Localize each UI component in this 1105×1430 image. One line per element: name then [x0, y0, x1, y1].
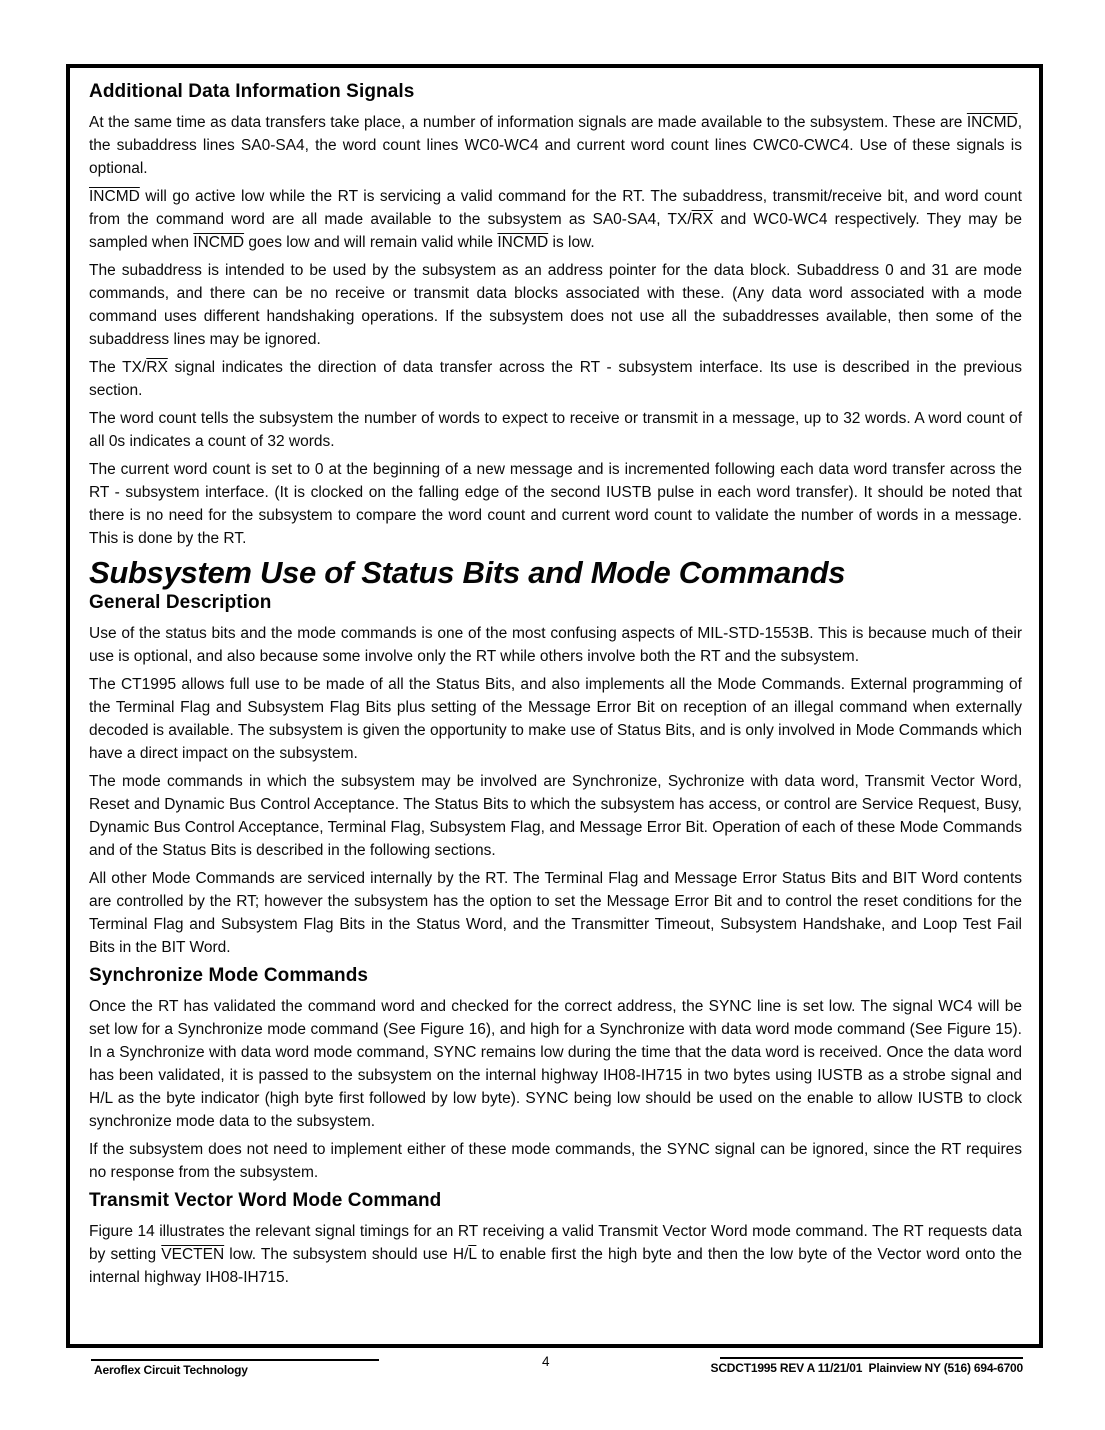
paragraph-incmd-behavior: INCMD will go active low while the RT is servicing a valid command for the RT. The subaddress, transmit/receive bit, and word count from the command word are all made available to the subsystem as SA0-SA4, $TX/\overline{RX}$ and WC0-WC4 respectively. They may be sampled when INCMD goes low and will remain valid while INCMD is low. [89, 188, 1022, 251]
section-heading-transmit-vector-word: Transmit Vector Word Mode Command [89, 1190, 442, 1211]
paragraph-other-mode-commands: All other Mode Commands are serviced internally by the RT. The Terminal Flag and Message Error Status Bits and BIT Word contents are controlled by the RT; however the subsystem has the option to set the Message Error Bit and to control the reset conditions for the Terminal Flag and Subsystem Flag Bits in the Status Word, and the Transmitter Timeout, Subsystem Handshake, and Loop Test Fail Bits in the BIT Word. [89, 870, 1022, 956]
footer-left-rule [91, 1359, 379, 1361]
footer-right-rule [720, 1357, 1023, 1359]
rx-signal: $\overline{RX}$ [691, 211, 714, 228]
paragraph-word-count: The word count tells the subsystem the number of words to expect to receive or transmit in a message, up to 32 words. A word count of all 0s indicates a count of 32 words. [89, 410, 1022, 450]
paragraph-synchronize-detail: Once the RT has validated the command word and checked for the correct address, the SYNC line is set low. The signal WC4 will be set low for a Synchronize mode command (See Figure 16), and high for a Synchronize with data word mode command (See Figure 15). In a Synchronize with data word mode command, SYNC remains low during the time that the data word is received. Once the data word has been validated, it is passed to the subsystem on the internal highway IH08-IH715 in two bytes using IUSTB as a strobe signal and H/L as the byte indicator (high byte first followed by low byte). SYNC being low should be used on the enable to allow IUSTB to clock synchronize mode data to the subsystem. [89, 998, 1022, 1130]
footer-company: Aeroflex Circuit Technology [94, 1363, 248, 1377]
paragraph-subaddress-pointer: The subaddress is intended to be used by the subsystem as an address pointer for the data block. Subaddress 0 and 31 are mode commands, and there can be no receive or transmit data blocks associated with these. (Any data word associated with a mode command uses different handshaking operations. If the subsystem does not use all the subaddresses available, then some of the subaddress lines may be ignored. [89, 262, 1022, 348]
paragraph-info-signals-overview: At the same time as data transfers take place, a number of information signals are made available to the subsystem. These are INCMD, the subaddress lines SA0-SA4, the word count lines WC0-WC4 and current word count lines CWC0-CWC4. Use of these signals is optional. [89, 114, 1022, 177]
vecten-signal: VECTEN [161, 1246, 225, 1263]
section-heading-additional-data-information-signals: Additional Data Information Signals [89, 81, 415, 102]
paragraph-current-word-count: The current word count is set to 0 at the beginning of a new message and is incremented following each data word transfer across the RT - subsystem interface. (It is clocked on the falling edge of the second IUSTB pulse in each word transfer). It should be noted that there is no need for the subsystem to compare the word count and current word count to validate the number of words in a message. This is done by the RT. [89, 461, 1022, 547]
paragraph-txrx-direction: The $TX/\overline{RX}$ signal indicates the direction of data transfer across the RT - subsystem interface. Its use is described in the previous section. [89, 359, 1022, 399]
doc-title-subsystem-use-of-status-bits: Subsystem Use of Status Bits and Mode Commands [89, 555, 846, 590]
paragraph-mode-commands-involved: The mode commands in which the subsystem may be involved are Synchronize, Sychronize with data word, Transmit Vector Word, Reset and Dynamic Bus Control Acceptance. The Status Bits to which the subsystem has access, or control are Service Request, Busy, Dynamic Bus Control Acceptance, Terminal Flag, Subsystem Flag, and Message Error Bit. Operation of each of these Mode Commands and of the Status Bits is described in the following sections. [89, 773, 1022, 859]
paragraph-transmit-vector-word-detail: Figure 14 illustrates the relevant signal timings for an RT receiving a valid Transmit Vector Word mode command. The RT requests data by setting VECTEN low. The subsystem should use $H/\overline{L}$ to enable first the high byte and then the low byte of the Vector word onto the internal highway IH08-IH715. [89, 1223, 1022, 1286]
section-heading-synchronize-mode-commands: Synchronize Mode Commands [89, 965, 369, 986]
rx-signal: $\overline{RX}$ [146, 359, 168, 376]
footer-page-number: 4 [542, 1354, 550, 1369]
content-frame [66, 64, 1043, 1348]
paragraph-ct1995-full-use: The CT1995 allows full use to be made of all the Status Bits, and also implements all the Mode Commands. External programming of the Terminal Flag and Subsystem Flag Bits plus setting of the Message Error Bit on reception of an illegal command when externally decoded is available. The subsystem is given the opportunity to make use of Status Bits, and is only involved in Mode Commands which have a direct impact on the subsystem. [89, 676, 1022, 762]
paragraph-synchronize-ignore: If the subsystem does not need to implement either of these mode commands, the SYNC signal can be ignored, since the RT requires no response from the subsystem. [89, 1141, 1022, 1181]
section-heading-general-description: General Description [89, 592, 272, 613]
footer-docref: SCDCT1995 REV A 11/21/01 Plainview NY (516) 694-6700 [710, 1361, 1023, 1375]
paragraph-status-bits-confusing: Use of the status bits and the mode commands is one of the most confusing aspects of MIL-STD-1553B. This is because much of their use is optional, and also because some involve only the RT while others involve both the RT and the subsystem. [89, 625, 1022, 665]
low-byte-signal: $\overline{L}$ [468, 1246, 477, 1263]
incmd-signal: INCMD [89, 188, 140, 205]
incmd-signal: INCMD [193, 234, 245, 251]
incmd-signal: INCMD [966, 114, 1018, 131]
incmd-signal: INCMD [497, 234, 549, 251]
